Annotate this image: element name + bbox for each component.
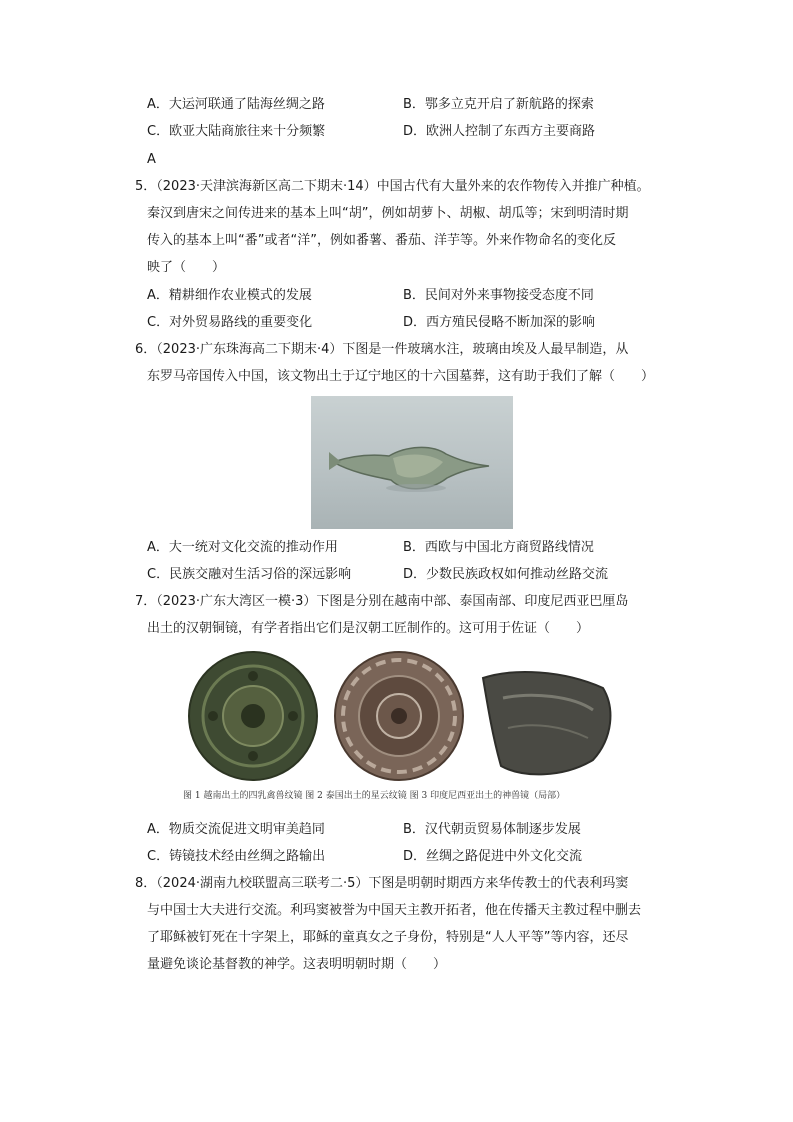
q4-answer: A <box>147 152 156 167</box>
q8-stem-line-2: 与中国士大夫进行交流。利玛窦被誉为中国天主教开拓者，他在传播天主教过程中删去 <box>147 903 642 918</box>
q5-option-d: D．西方殖民侵略不断加深的影响 <box>403 315 596 330</box>
mirrors-caption: 图 1 越南出土的四乳禽兽纹镜 图 2 泰国出土的星云纹镜 图 3 印度尼西亚出土的神兽镜（局部） <box>183 791 566 801</box>
q5-option-a: A．精耕细作农业模式的发展 <box>147 288 312 303</box>
q5-stem-line-3: 传入的基本上叫“番”或者“洋”，例如番薯、番茄、洋芋等。外来作物命名的变化反 <box>147 233 616 248</box>
q7-option-b: B．汉代朝贡贸易体制逐步发展 <box>403 822 581 837</box>
q7-option-c: C．铸镜技术经由丝绸之路输出 <box>147 849 326 864</box>
q5-stem-line-4: 映了（ ） <box>147 260 226 275</box>
q6-option-b: B．西欧与中国北方商贸路线情况 <box>403 540 594 555</box>
glass-water-vessel-photo <box>311 396 513 529</box>
q8-stem-line-1: 8．（2024·湖南九校联盟高三联考二·5）下图是明朝时期西方来华传教士的代表利玛窦 <box>135 876 629 891</box>
q5-stem-line-1: 5．（2023·天津滨海新区高二下期末·14）中国古代有大量外来的农作物传入并推广种植。 <box>135 179 650 194</box>
q5-option-b: B．民间对外来事物接受态度不同 <box>403 288 594 303</box>
q4-option-b: B．鄂多立克开启了新航路的探索 <box>403 97 594 112</box>
q7-option-d: D．丝绸之路促进中外文化交流 <box>403 849 583 864</box>
q5-option-c: C．对外贸易路线的重要变化 <box>147 315 313 330</box>
bronze-mirrors-figure <box>183 648 623 806</box>
mirror-thailand <box>335 652 463 780</box>
q4-option-a: A．大运河联通了陆海丝绸之路 <box>147 97 325 112</box>
q6-stem-line-1: 6．（2023·广东珠海高二下期末·4）下图是一件玻璃水注，玻璃由埃及人最早制造，从 <box>135 342 629 357</box>
mirror-indonesia-fragment <box>483 672 610 774</box>
q6-option-a: A．大一统对文化交流的推动作用 <box>147 540 338 555</box>
q7-stem-line-2: 出土的汉朝铜镜，有学者指出它们是汉朝工匠制作的。这可用于佐证（ ） <box>147 621 590 636</box>
q5-stem-line-2: 秦汉到唐宋之间传进来的基本上叫“胡”，例如胡萝卜、胡椒、胡瓜等；宋到明清时期 <box>147 206 629 221</box>
q7-option-a: A．物质交流促进文明审美趋同 <box>147 822 325 837</box>
q4-option-c: C．欧亚大陆商旅往来十分频繁 <box>147 124 326 139</box>
bronze-mirrors-illustration <box>183 648 623 784</box>
q6-option-c: C．民族交融对生活习俗的深远影响 <box>147 567 352 582</box>
q7-stem-line-1: 7．（2023·广东大湾区一模·3）下图是分别在越南中部、泰国南部、印度尼西亚巴厘岛 <box>135 594 629 609</box>
q8-stem-line-3: 了耶稣被钉死在十字架上，耶稣的童真女之子身份，特别是“人人平等”等内容，还尽 <box>147 930 629 945</box>
q6-stem-line-2: 东罗马帝国传入中国，该文物出土于辽宁地区的十六国墓葬，这有助于我们了解（ ） <box>147 369 655 384</box>
q4-option-d: D．欧洲人控制了东西方主要商路 <box>403 124 596 139</box>
q6-option-d: D．少数民族政权如何推动丝路交流 <box>403 567 609 582</box>
q8-stem-line-4: 量避免谈论基督教的神学。这表明明朝时期（ ） <box>147 957 447 972</box>
mirror-vietnam <box>189 652 317 780</box>
glass-vessel-illustration <box>311 396 513 529</box>
